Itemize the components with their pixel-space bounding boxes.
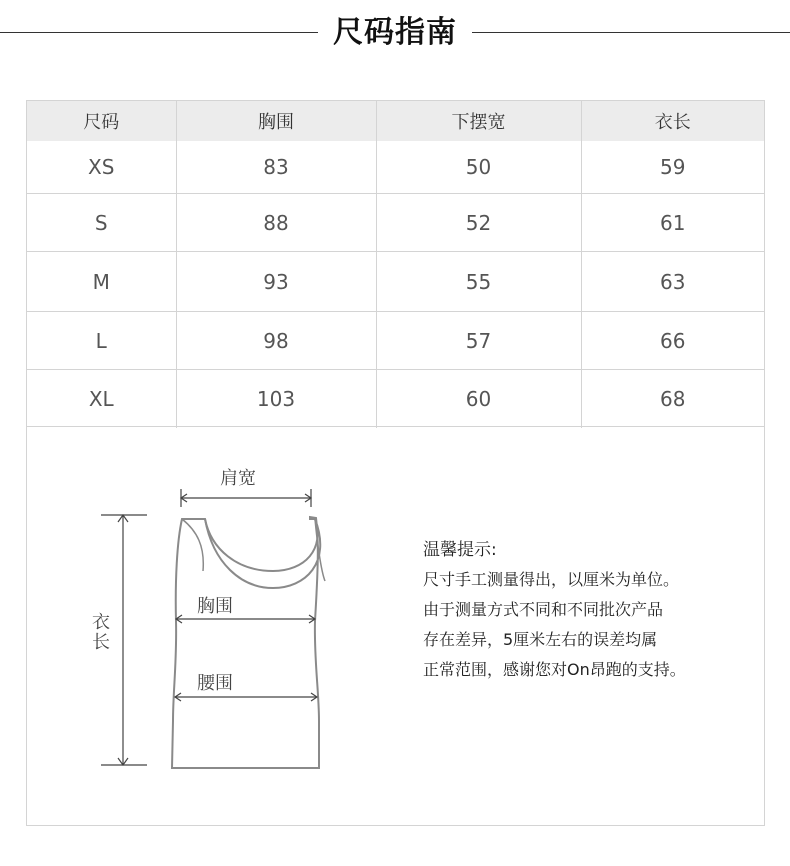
tank-top-measurement-diagram [27, 101, 764, 825]
title-bar [0, 0, 790, 64]
cell-chest: 88 [176, 194, 376, 252]
header-length: 衣长 [581, 101, 764, 141]
cell-size: XS [88, 155, 115, 179]
header-hem-width: 下摆宽 [376, 101, 581, 141]
size-guide-panel [26, 100, 765, 826]
cell-chest: 83 [176, 141, 376, 194]
cell-length: 63 [581, 252, 764, 312]
cell-hem-width: 55 [376, 252, 581, 312]
cell-size: XL [27, 370, 176, 429]
waist-label: 腰围 [197, 673, 233, 694]
header-chest: 胸围 [176, 101, 376, 141]
length-label: 衣长 [92, 612, 110, 653]
notes-line: 由于测量方式不同和不同批次产品 [423, 600, 664, 619]
cell-hem-width: 57 [376, 312, 581, 370]
notes-heading: 温馨提示: [423, 540, 497, 560]
header-size: 尺码 [27, 101, 176, 141]
cell-size: M [27, 252, 176, 312]
cell-length: 61 [581, 194, 764, 252]
title-rule-right [472, 32, 790, 33]
cell-length: 68 [581, 370, 764, 429]
tank-top-outline-icon [172, 517, 320, 768]
shoulder-width-arrow [181, 489, 311, 507]
cell-size: S [27, 194, 176, 252]
cell-length: 66 [581, 312, 764, 370]
care-notes [423, 535, 743, 685]
cell-size: L [27, 312, 176, 370]
cell-hem-width: 50 [376, 141, 581, 194]
chest-label: 胸围 [197, 596, 233, 617]
shoulder-width-label: 肩宽 [220, 468, 256, 489]
cell-chest: 93 [176, 252, 376, 312]
cell-hem-width: 52 [376, 194, 581, 252]
cell-chest: 98 [176, 312, 376, 370]
cell-hem-width: 60 [376, 370, 581, 429]
notes-line: 存在差异，5厘米左右的误差均属 [423, 630, 658, 649]
page-title: 尺码指南 [333, 15, 457, 50]
notes-line: 正常范围，感谢您对On昂跑的支持。 [423, 660, 686, 679]
notes-line: 尺寸手工测量得出，以厘米为单位。 [423, 570, 680, 589]
cell-chest: 103 [176, 370, 376, 429]
cell-length: 59 [581, 141, 764, 194]
title-rule-left [0, 32, 318, 33]
